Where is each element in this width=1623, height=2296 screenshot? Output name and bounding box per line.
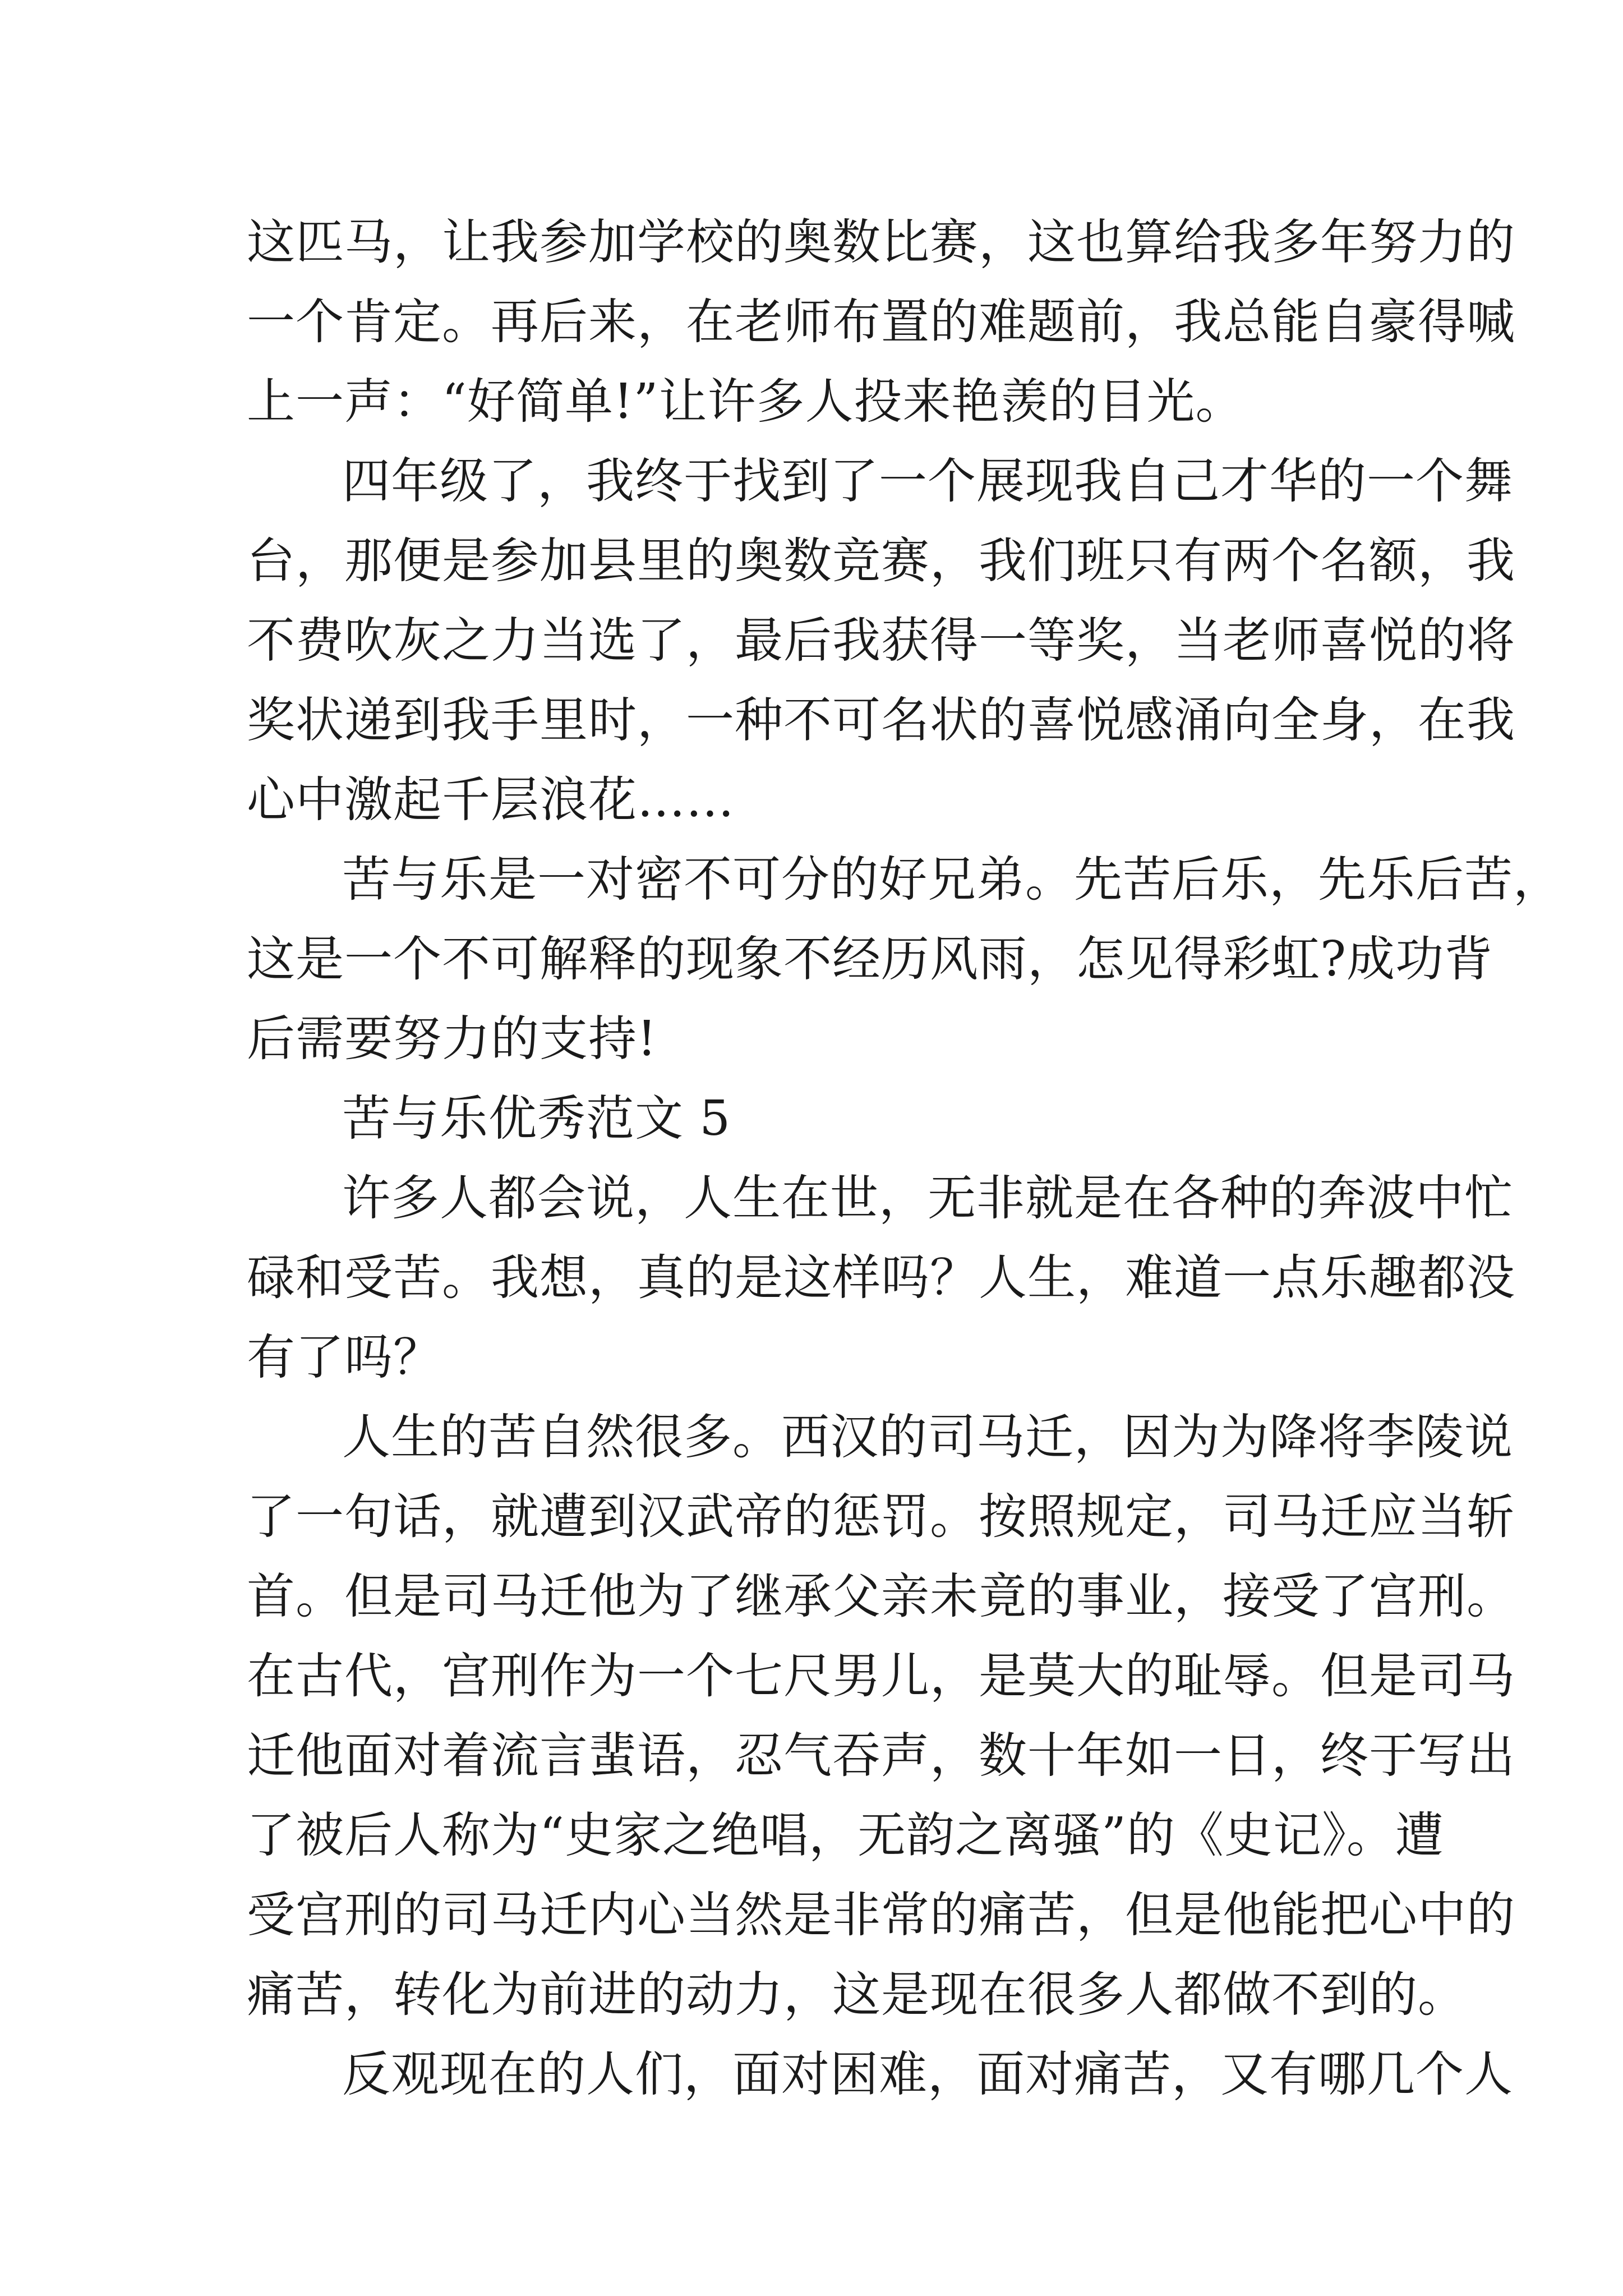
- text-line: 了一句话，就遭到汉武帝的惩罚。按照规定，司马迁应当斩: [247, 1489, 1515, 1545]
- text-line: 这匹马，让我参加学校的奥数比赛，这也算给我多年努力的: [247, 214, 1515, 270]
- paragraph-start-line: 四年级了，我终于找到了一个展现我自己才华的一个舞: [342, 453, 1513, 509]
- text-line: 一个肯定。再后来，在老师布置的难题前，我总能自豪得喊: [247, 294, 1515, 350]
- text-line: 不费吹灰之力当选了，最后我获得一等奖，当老师喜悦的将: [247, 613, 1515, 669]
- text-line: 首。但是司马迁他为了继承父亲未竟的事业，接受了宫刑。: [247, 1568, 1515, 1625]
- paragraph-start-line: 苦与乐是一对密不可分的好兄弟。先苦后乐，先乐后苦，: [342, 852, 1562, 908]
- text-line: 痛苦，转化为前进的动力，这是现在很多人都做不到的。: [247, 1967, 1467, 2023]
- text-line: 台，那便是参加县里的奥数竞赛，我们班只有两个名额，我: [247, 533, 1515, 589]
- text-line: 碌和受苦。我想，真的是这样吗？人生，难道一点乐趣都没: [247, 1250, 1515, 1306]
- text-line: 了被后人称为“史家之绝唱，无韵之离骚”的《史记》。遭: [247, 1807, 1444, 1864]
- text-line: 心中激起千层浪花……: [247, 772, 735, 828]
- paragraph-start-line: 许多人都会说，人生在世，无非就是在各种的奔波中忙: [342, 1170, 1513, 1226]
- paragraph-start-line: 人生的苦自然很多。西汉的司马迁，因为为降将李陵说: [342, 1409, 1513, 1465]
- text-line: 有了吗？: [247, 1329, 442, 1386]
- text-line: 上一声：“好简单!”让许多人投来艳羡的目光。: [247, 374, 1244, 430]
- paragraph-start-line: 反观现在的人们，面对困难，面对痛苦，又有哪几个人: [342, 2046, 1513, 2102]
- text-line: 这是一个不可解释的现象不经历风雨，怎见得彩虹?成功背: [247, 931, 1493, 987]
- section-heading: 苦与乐优秀范文 5: [342, 1091, 731, 1147]
- text-line: 迁他面对着流言蜚语，忍气吞声，数十年如一日，终于写出: [247, 1728, 1515, 1784]
- text-line: 受宫刑的司马迁内心当然是非常的痛苦，但是他能把心中的: [247, 1887, 1515, 1943]
- text-line: 奖状递到我手里时，一种不可名状的喜悦感涌向全身，在我: [247, 692, 1515, 748]
- text-line: 后需要努力的支持!: [247, 1011, 657, 1067]
- text-line: 在古代，宫刑作为一个七尺男儿，是莫大的耻辱。但是司马: [247, 1648, 1515, 1704]
